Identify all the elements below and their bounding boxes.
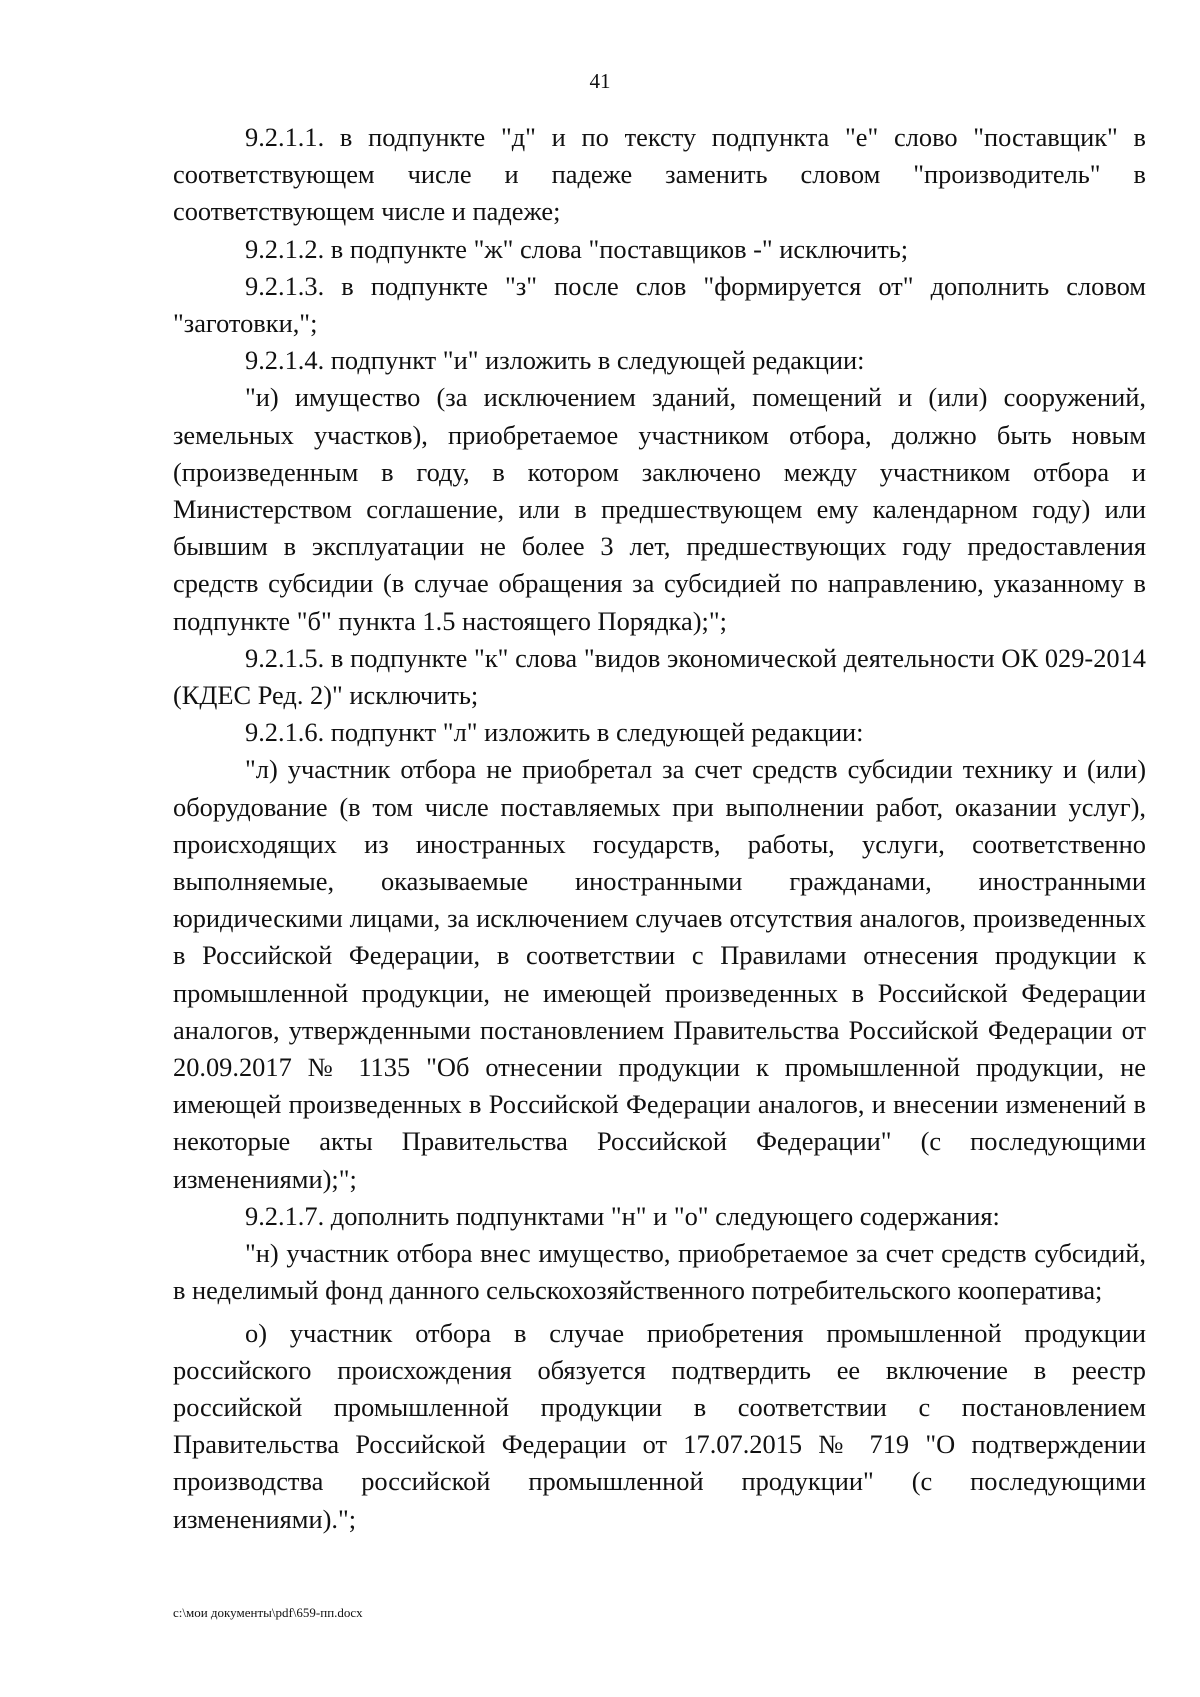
document-body <box>173 119 1146 1538</box>
paragraph-9-2-1-3: 9.2.1.3. в подпункте "з" после слов "формируется от" дополнить словом "заготовки,"; <box>173 270 1146 339</box>
footer-file-path: c:\мои документы\pdf\659-пп.docx <box>173 1605 363 1620</box>
paragraph-9-2-1-5: 9.2.1.5. в подпункте "к" слова "видов экономической деятельности ОК 029-2014 (КДЕС Ред. 2)" исключить; <box>173 642 1146 711</box>
paragraph-9-2-1-4: 9.2.1.4. подпункт "и" изложить в следующей редакции: <box>245 345 865 376</box>
paragraph-9-2-1-1: 9.2.1.1. в подпункте "д" и по тексту подпункта "е" слово "поставщик" в соответствующем числе и падеже заменить словом "производитель" в соответствующем числе и падеже; <box>173 122 1146 227</box>
paragraph-9-2-1-2: 9.2.1.2. в подпункте "ж" слова "поставщиков -" исключить; <box>245 233 909 264</box>
page-number: 41 <box>589 69 611 93</box>
subitem-o-text: о) участник отбора в случае приобретения промышленной продукции российского происхождения обязуется подтвердить ее включение в реестр российской промышленной продукции в соответствии с постановлением Правительства Российской Федерации от 17.07.2015 № 719 "О подтверждении производства российской промышленной продукции" (с последующими изменениями)."; <box>173 1317 1146 1534</box>
paragraph-9-2-1-7: 9.2.1.7. дополнить подпунктами "н" и "о" следующего содержания: <box>245 1200 1000 1231</box>
subitem-l-text: "л) участник отбора не приобретал за счет средств субсидии технику и (или) оборудование (в том числе поставляемых при выполнении работ, оказании услуг), происходящих из иностранных государств, работы, услуги, соответственно выполняемые, оказываемые иностранными гражданами, иностранными юридическими лицами, за исключением случаев отсутствия аналогов, произведенных в Российской Федерации, в соответствии с Правилами отнесения продукции к промышленной продукции, не имеющей произведенных в Российской Федерации аналогов, утвержденными постановлением Правительства Российской Федерации от 20.09.2017 № 1135 "Об отнесении продукции к промышленной продукции, не имеющей произведенных в Российской Федерации аналогов, и внесении изменений в некоторые акты Правительства Российской Федерации" (с последующими изменениями);"; <box>173 754 1146 1194</box>
subitem-i-text: "и) имущество (за исключением зданий, помещений и (или) сооружений, земельных участков), приобретаемое участником отбора, должно быть новым (произведенным в году, в котором заключено между участником отбора и Министерством соглашение, или в предшествующем ему календарном году) или бывшим в эксплуатации не более 3 лет, предшествующих году предоставления средств субсидии (в случае обращения за субсидией по направлению, указанному в подпункте "б" пункта 1.5 настоящего Порядка);"; <box>173 382 1146 636</box>
paragraph-9-2-1-6: 9.2.1.6. подпункт "л" изложить в следующей редакции: <box>245 717 864 748</box>
subitem-n-text: "н) участник отбора внес имущество, приобретаемое за счет средств субсидий, в неделимый фонд данного сельскохозяйственного потребительского кооператива; <box>173 1238 1146 1306</box>
